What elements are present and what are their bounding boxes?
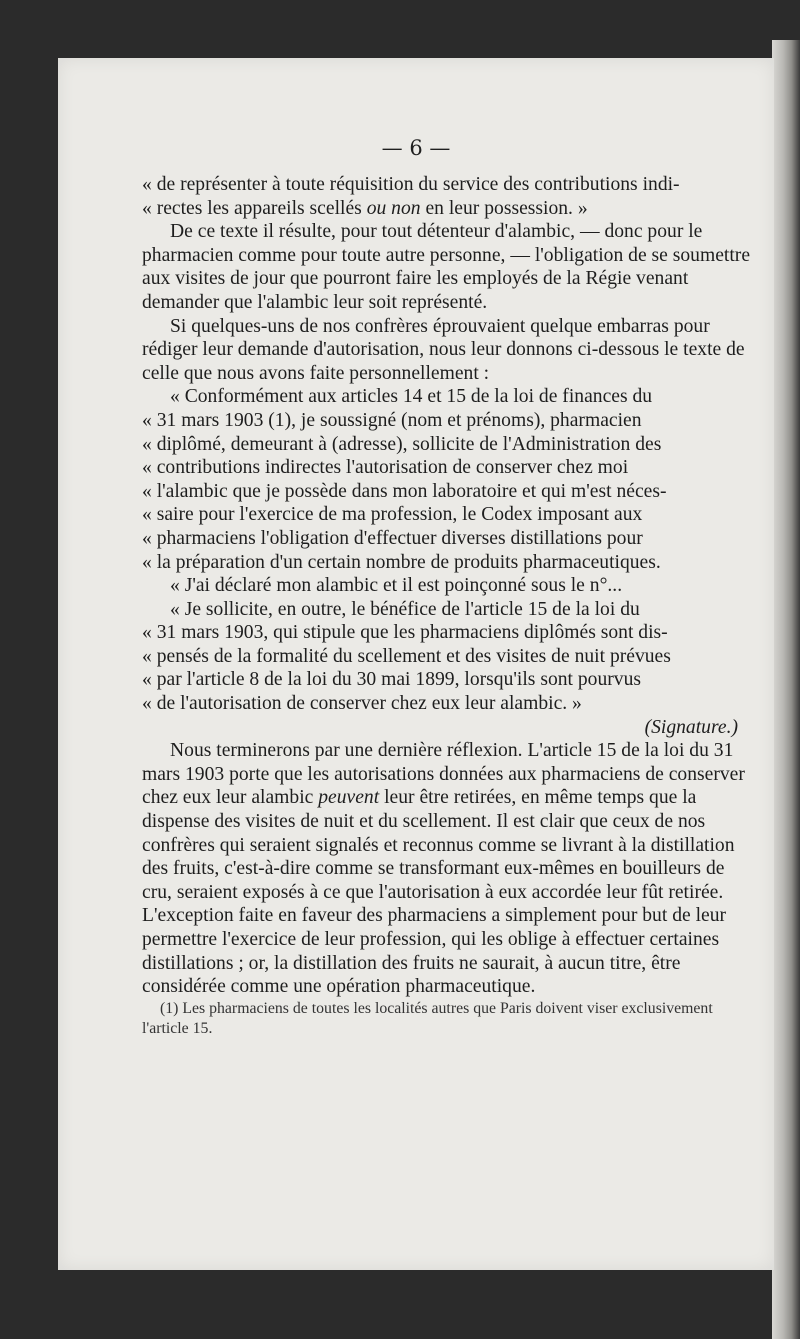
emphasis-peuvent: peuvent <box>318 787 380 809</box>
letter-line: « saire pour l'exercice de ma profession, le Codex imposant aux <box>142 504 643 526</box>
paragraph-3 <box>142 739 754 999</box>
paragraph-2: Si quelques-uns de nos confrères éprouvaient quelque embarras pour rédiger leur demande d'autorisation, nous leur donnons ci-dessous le texte de celle que nous avons faite personnellement : <box>142 315 745 384</box>
scan-page-edge <box>772 40 800 1339</box>
page-body <box>142 173 754 1039</box>
page-number: — 6 — <box>381 136 451 160</box>
letter-line: « Je sollicite, en outre, le bénéfice de l'article 15 de la loi du <box>170 598 640 620</box>
quote-line: « de représenter à toute réquisition du service des contributions indi- <box>142 174 680 195</box>
letter-line: « 31 mars 1903, qui stipule que les pharmaciens diplômés sont dis- <box>142 622 668 644</box>
letter-line: « J'ai déclaré mon alambic et il est poinçonné sous le n°... <box>170 575 623 597</box>
letter-line: « contributions indirectes l'autorisation de conserver chez moi <box>142 457 629 479</box>
signature: (Signature.) <box>644 716 738 738</box>
footnote: (1) Les pharmaciens de toutes les localités autres que Paris doivent viser exclusivement l'article 15. <box>142 999 713 1037</box>
letter-line: « la préparation d'un certain nombre de produits pharmaceutiques. <box>142 551 661 573</box>
letter-line: « par l'article 8 de la loi du 30 mai 1899, lorsqu'ils sont pourvus <box>142 669 642 691</box>
paragraph-3-part-b: leur être retirées, en même temps que la dispense des visites de nuit et du scellement. Il est clair que ceux de nos confrères qui seraient signalés et reconnus comme se livrant à la distillation des fruits, c'est-à-dire comme se transformant eux-mêmes en bouilleurs de cru, seraient exposés à ce que l'autorisation à eux accordée leur fût retirée. L'exception faite en faveur des pharmaciens a simplement pour but de leur permettre l'exercice de leur profession, qui les oblige à effectuer certaines distillations ; or, la distillation des fruits ne saurait, à aucun titre, être considérée comme une opération pharmaceutique. <box>142 787 735 998</box>
letter-line: « Conformément aux articles 14 et 15 de la loi de finances du <box>170 386 653 408</box>
paragraph-3-part-a: Nous terminerons par une dernière réflexion. L'article 15 de la loi du 31 mars 1903 porte que les autorisations données aux pharmaciens de conserver chez eux leur alambic <box>142 740 745 809</box>
quote-line: « rectes les appareils scellés ou non en leur possession. » <box>142 197 588 219</box>
letter-line: « pensés de la formalité du scellement et des visites de nuit prévues <box>142 645 671 667</box>
document-page <box>58 58 774 1270</box>
letter-line: « diplômé, demeurant à (adresse), sollicite de l'Administration des <box>142 433 662 455</box>
letter-line: « l'alambic que je possède dans mon laboratoire et qui m'est néces- <box>142 480 667 502</box>
letter-line: « de l'autorisation de conserver chez eux leur alambic. » <box>142 693 582 715</box>
letter-line: « 31 mars 1903 (1), je soussigné (nom et prénoms), pharmacien <box>142 409 642 431</box>
paragraph-1: De ce texte il résulte, pour tout détenteur d'alambic, — donc pour le pharmacien comme pour toute autre personne, — l'obligation de se soumettre aux visites de jour que pourront faire les employés de la Régie venant demander que l'alambic leur soit représenté. <box>142 221 751 313</box>
letter-line: « pharmaciens l'obligation d'effectuer diverses distillations pour <box>142 527 643 549</box>
